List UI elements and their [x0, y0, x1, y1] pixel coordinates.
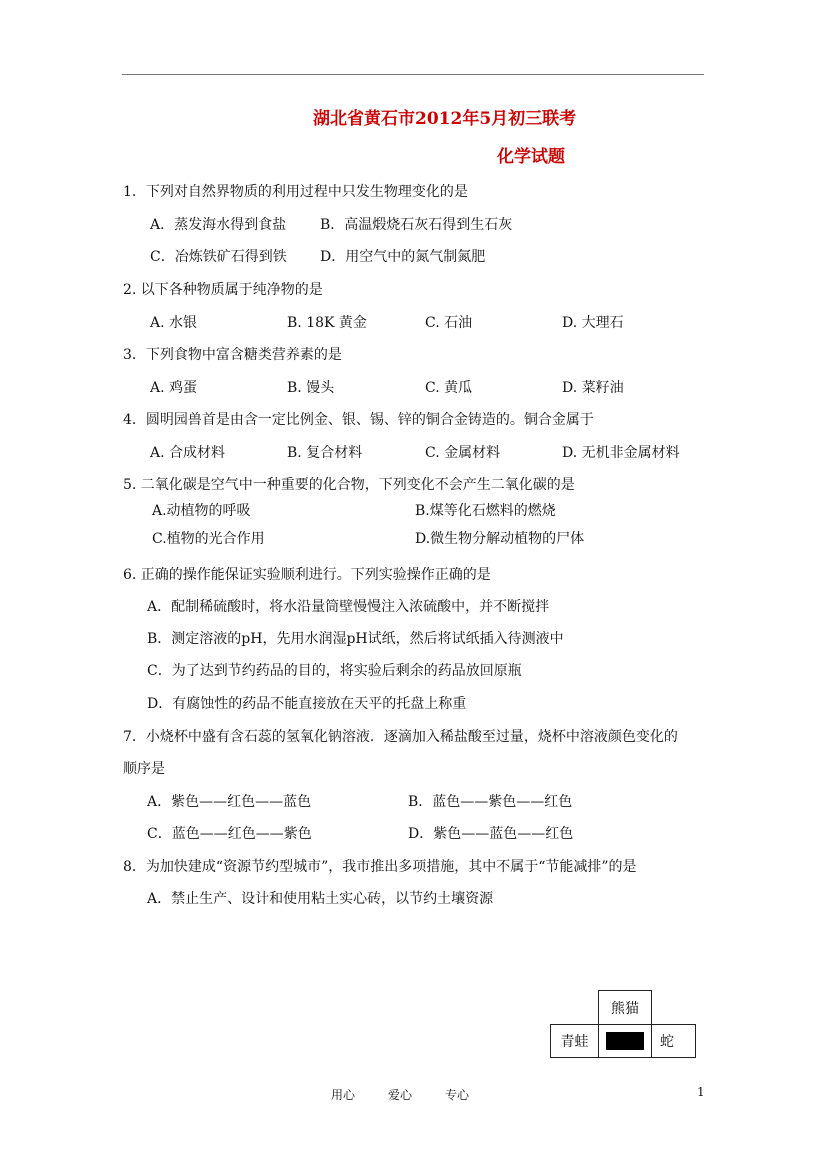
- q1-option-c: C．冶炼铁矿石得到铁: [150, 249, 287, 265]
- q2-option-c: C. 石油: [425, 315, 473, 331]
- exam-subtitle: 化学试题: [497, 147, 565, 167]
- q1-option-a: A．蒸发海水得到食盐: [150, 217, 287, 233]
- q4-option-b: B. 复合材料: [287, 445, 363, 461]
- q6-option-a: A．配制稀硫酸时，将水沿量筒壁慢慢注入浓硫酸中，并不断搅拌: [147, 599, 550, 615]
- q5-option-b: B.煤等化石燃料的燃烧: [415, 503, 556, 519]
- question-6: 6. 正确的操作能保证实验顺利进行。下列实验操作正确的是: [123, 567, 491, 583]
- q7-option-a: A．紫色——红色——蓝色: [147, 794, 312, 810]
- question-3: 3．下列食物中富含糖类营养素的是: [123, 347, 342, 363]
- grid-cell-right: 蛇: [651, 1024, 696, 1058]
- header-rule: [122, 74, 704, 75]
- q3-option-c: C. 黄瓜: [425, 380, 473, 396]
- question-2: 2. 以下各种物质属于纯净物的是: [123, 282, 323, 298]
- q8-option-a: A．禁止生产、设计和使用粘土实心砖，以节约土壤资源: [147, 891, 494, 907]
- grid-cell-top: 熊猫: [598, 990, 652, 1025]
- q1-option-b: B．高温煅烧石灰石得到生石灰: [320, 217, 513, 233]
- q2-option-a: A. 水银: [150, 315, 198, 331]
- q3-option-d: D. 菜籽油: [562, 380, 624, 396]
- footer-item-1: 用心: [331, 1088, 356, 1102]
- question-5: 5. 二氧化碳是空气中一种重要的化合物，下列变化不会产生二氧化碳的是: [123, 477, 575, 493]
- exam-title: 湖北省黄石市2012年5月初三联考: [313, 109, 577, 129]
- q5-option-d: D.微生物分解动植物的尸体: [415, 531, 585, 547]
- question-7-continued: 顺序是: [123, 761, 165, 777]
- q6-option-c: C．为了达到节约药品的目的，将实验后剩余的药品放回原瓶: [147, 663, 522, 679]
- q7-option-b: B．蓝色——紫色——红色: [408, 794, 573, 810]
- q7-option-c: C．蓝色——红色——紫色: [147, 826, 312, 842]
- question-7: 7．小烧杯中盛有含石蕊的氢氧化钠溶液．逐滴加入稀盐酸至过量，烧杯中溶液颜色变化的: [123, 729, 678, 745]
- q2-option-d: D. 大理石: [562, 315, 624, 331]
- footer-item-2: 爱心: [388, 1088, 413, 1102]
- question-8: 8．为加快建成“资源节约型城市”，我市推出多项措施，其中不属于“节能减排”的是: [123, 859, 637, 875]
- hidden-answer-box: [606, 1032, 644, 1050]
- grid-cell-center: [598, 1024, 652, 1058]
- grid-cell-left: 青蛙: [550, 1024, 599, 1058]
- question-1: 1．下列对自然界物质的利用过程中只发生物理变化的是: [123, 184, 468, 200]
- q2-option-b: B. 18K 黄金: [287, 315, 367, 331]
- footer-item-3: 专心: [445, 1088, 470, 1102]
- q6-option-d: D．有腐蚀性的药品不能直接放在天平的托盘上称重: [147, 696, 467, 712]
- q1-option-d: D．用空气中的氮气制氮肥: [320, 249, 486, 265]
- q4-option-d: D. 无机非金属材料: [562, 445, 680, 461]
- q5-option-c: C.植物的光合作用: [152, 531, 265, 547]
- q7-option-d: D．紫色——蓝色——红色: [408, 826, 574, 842]
- page-number: 1: [697, 1085, 705, 1099]
- q3-option-a: A. 鸡蛋: [150, 380, 198, 396]
- q5-option-a: A.动植物的呼吸: [152, 503, 251, 519]
- q4-option-a: A. 合成材料: [150, 445, 226, 461]
- q4-option-c: C. 金属材料: [425, 445, 501, 461]
- q3-option-b: B. 馒头: [287, 380, 335, 396]
- question-4: 4．圆明园兽首是由含一定比例金、银、锡、锌的铜合金铸造的。铜合金属于: [123, 412, 594, 428]
- q6-option-b: B．测定溶液的pH，先用水润湿pH试纸，然后将试纸插入待测液中: [147, 631, 564, 647]
